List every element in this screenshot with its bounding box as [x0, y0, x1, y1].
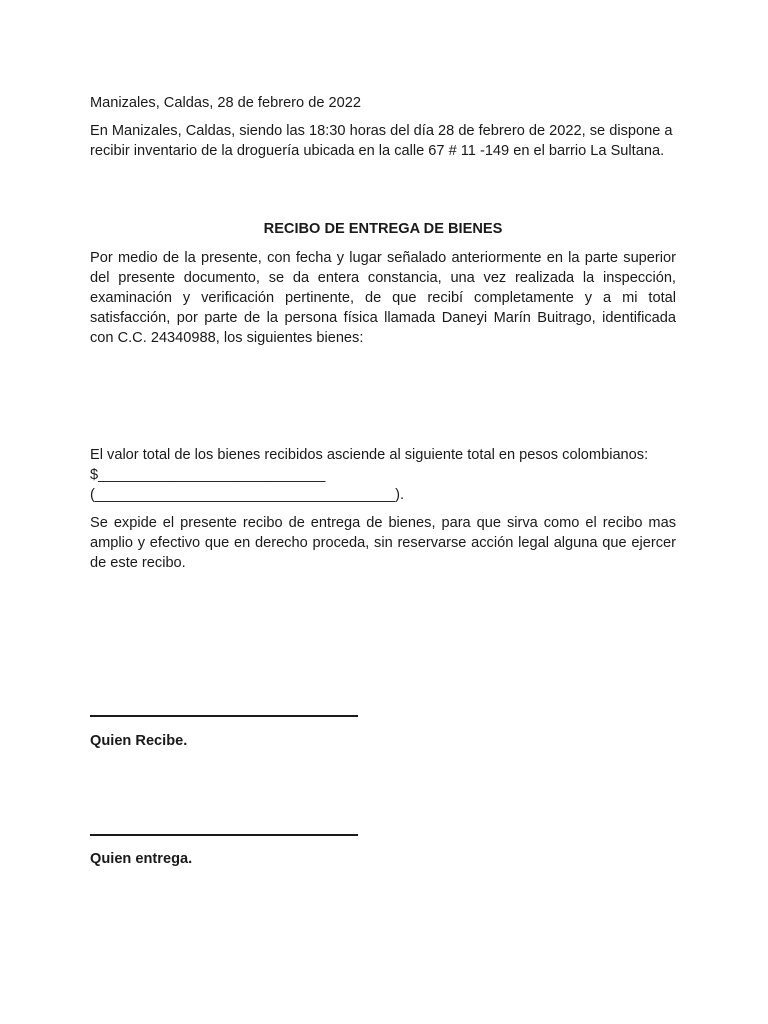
amount-blank: $____________________________: [90, 467, 326, 483]
receiver-signature-label: Quien Recibe.: [90, 733, 188, 749]
deliverer-signature-line: [90, 834, 358, 836]
document-title: RECIBO DE ENTREGA DE BIENES: [263, 221, 503, 237]
intro-paragraph: En Manizales, Caldas, siendo las 18:30 horas del día 28 de febrero de 2022, se dispone a recibir inventario de la droguería ubicada en la calle 67 # 11 -149 en el barrio La Sultana.: [90, 123, 673, 159]
amount-in-words-blank: (_____________________________________).: [90, 487, 405, 503]
total-value-text: El valor total de los bienes recibidos asciende al siguiente total en pesos colombianos:: [90, 447, 649, 463]
closing-paragraph: Se expide el presente recibo de entrega de bienes, para que sirva como el recibo mas amplio y efectivo que en derecho proceda, sin reservarse acción legal alguna que ejercer de este recibo.: [90, 515, 676, 571]
deliverer-signature-label: Quien entrega.: [90, 851, 193, 867]
date-line: Manizales, Caldas, 28 de febrero de 2022: [90, 95, 361, 111]
body-paragraph: Por medio de la presente, con fecha y lugar señalado anteriormente en la parte superior del presente documento, se da entera constancia, una vez realizada la inspección, examinación y verificación pertinente, de que recibí completamente y a mi total satisfacción, por parte de la persona física llamada Daneyi Marín Buitrago, identificada con C.C. 24340988, los siguientes bienes:: [90, 250, 676, 346]
total-value-section: [90, 445, 676, 505]
receiver-signature-line: [90, 715, 358, 717]
